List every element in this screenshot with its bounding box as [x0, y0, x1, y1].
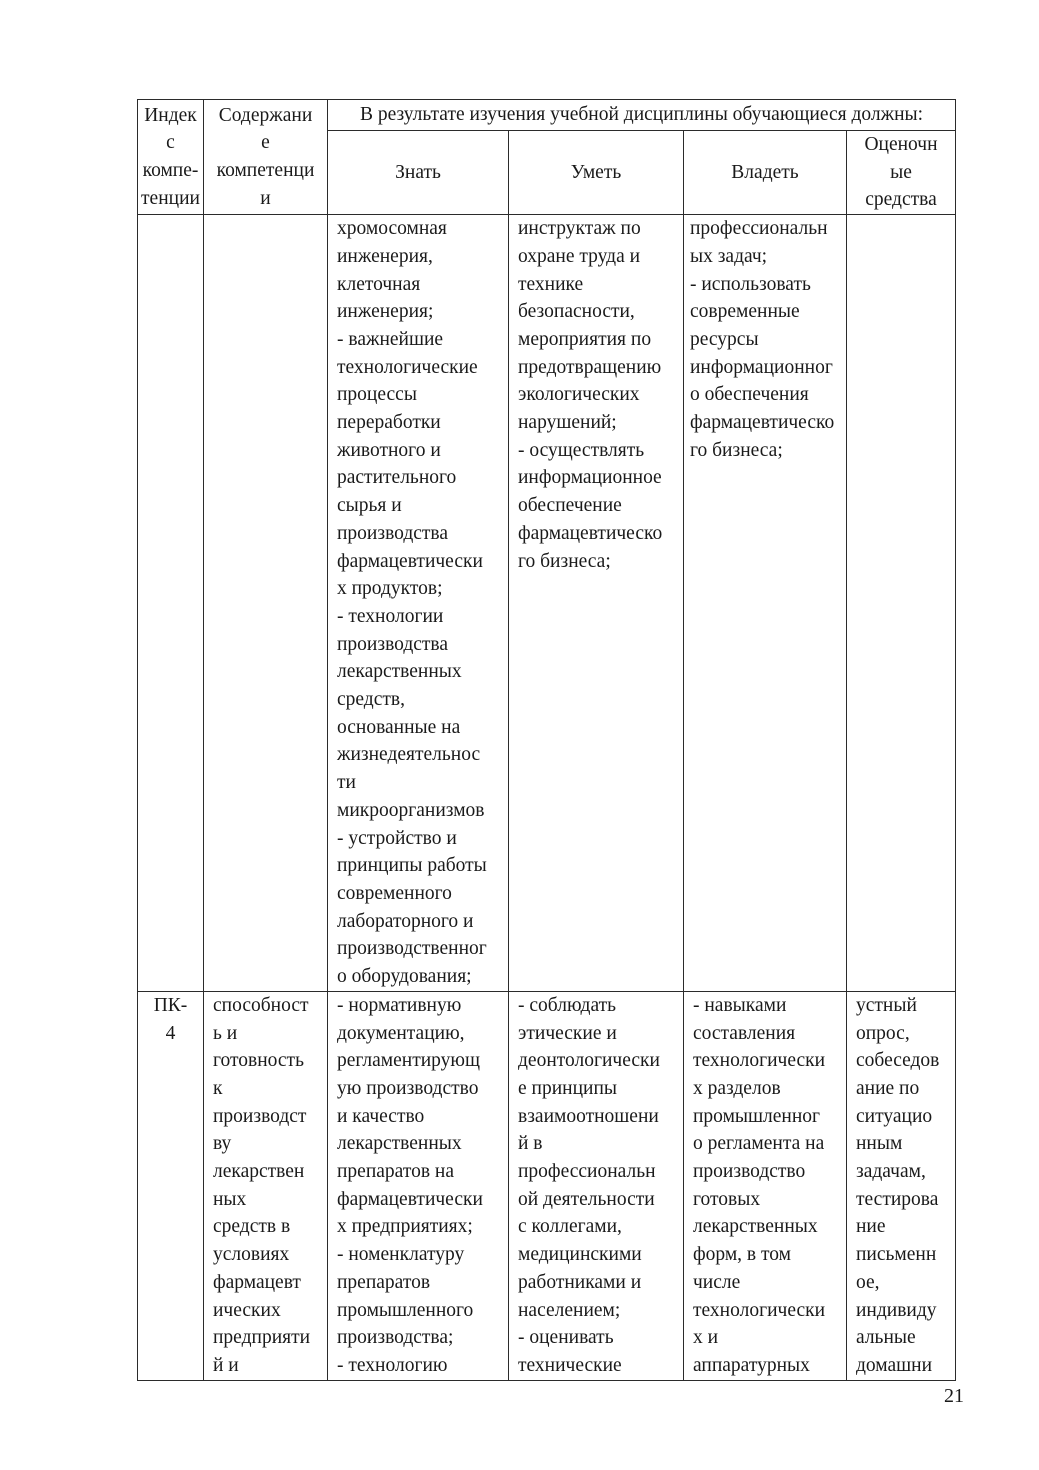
competency-table [137, 99, 956, 1381]
header-result: В результате изучения учебной дисциплины обучающиеся должны: [328, 100, 956, 131]
row-can: - соблюдать этические и деонтологически е принципы взаимоотношени й в профессиональн ой деятельности с коллегами, медицинскими работниками и населением; - оценивать технические [509, 991, 684, 1380]
row-know: - нормативную документацию, регламентирующ ую производство и качество лекарственных препаратов на фармацевтически х предприятиях; - номенклатуру препаратов промышленного производства; - технологию [328, 991, 509, 1380]
row-index: ПК- 4 [138, 991, 204, 1380]
row-own: профессиональн ых задач; - использовать современные ресурсы информационног о обеспечения фармацевтическо го бизнеса; [684, 215, 847, 992]
header-index: Индек с компе- тенции [138, 100, 204, 215]
header-own: Владеть [684, 131, 847, 215]
row-own: - навыками составления технологически х разделов промышленног о регламента на производство готовых лекарственных форм, в том числе технологически х и аппаратурных [684, 991, 847, 1380]
row-can: инструктаж по охране труда и технике безопасности, мероприятия по предотвращению экологических нарушений; - осуществлять информационное обеспечение фармацевтическо го бизнеса; [509, 215, 684, 992]
table-row [138, 215, 956, 992]
row-assess: устный опрос, собеседов ание по ситуацио нным задачам, тестирова ние письменн ое, индивиду альные домашни [847, 991, 956, 1380]
row-assess [847, 215, 956, 992]
row-index [138, 215, 204, 992]
row-content: способност ь и готовность к производст ву лекарствен ных средств в условиях фармацевт ических предприяти й и [204, 991, 328, 1380]
page-number: 21 [944, 1385, 964, 1407]
row-content [204, 215, 328, 992]
header-assess: Оценочн ые средства [847, 131, 956, 215]
header-row [138, 100, 956, 131]
header-can: Уметь [509, 131, 684, 215]
table-row [138, 991, 956, 1380]
header-content: Содержани е компетенци и [204, 100, 328, 215]
row-know: хромосомная инженерия, клеточная инженерия; - важнейшие технологические процессы переработки животного и растительного сырья и производства фармацевтически х продуктов; - технологии производства лекарственных средств, основанные на жизнедеятельнос ти микроорганизмов - устройство и принципы работы современного лабораторного и производственног о оборудования; [328, 215, 509, 992]
header-know: Знать [328, 131, 509, 215]
